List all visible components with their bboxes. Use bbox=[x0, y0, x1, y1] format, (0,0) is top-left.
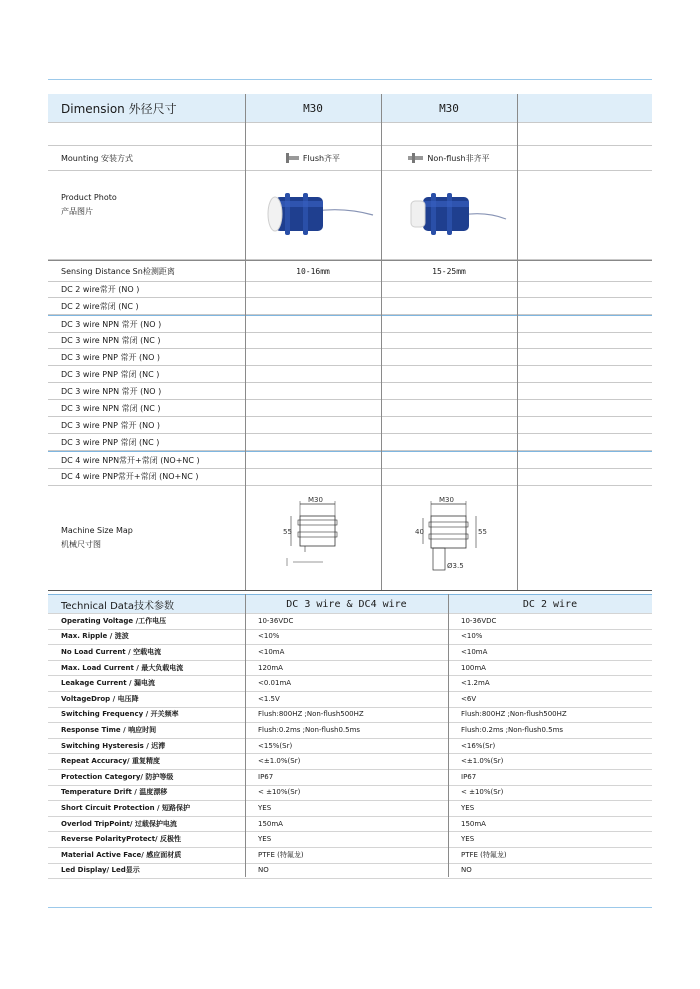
technical-value-2wire: <16%(Sr) bbox=[461, 741, 496, 750]
sensing-label: Sensing Distance Sn检测距离 bbox=[61, 266, 175, 276]
flush-mount bbox=[245, 146, 381, 170]
column-divider bbox=[245, 94, 246, 590]
technical-row bbox=[48, 863, 652, 880]
size-map-row bbox=[48, 486, 652, 591]
technical-value-3wire: YES bbox=[258, 835, 272, 844]
technical-value-2wire: <6V bbox=[461, 694, 477, 703]
non-flush-right-dim: 55 bbox=[478, 528, 487, 536]
technical-value-3wire: <10% bbox=[258, 632, 280, 641]
technical-value-3wire: 10-36VDC bbox=[258, 616, 294, 625]
technical-value-2wire: YES bbox=[461, 835, 475, 844]
technical-value-3wire: YES bbox=[258, 803, 272, 812]
flush-top-dim: M30 bbox=[308, 496, 323, 504]
column-divider bbox=[381, 94, 382, 590]
technical-row bbox=[48, 691, 652, 708]
technical-value-3wire: PTFE (特氟龙) bbox=[258, 850, 304, 859]
technical-row bbox=[48, 847, 652, 864]
technical-value-2wire: 150mA bbox=[461, 819, 486, 828]
col1-size: M30 bbox=[303, 101, 323, 115]
wiring-row bbox=[48, 298, 652, 315]
wiring-row bbox=[48, 349, 652, 366]
wiring-row bbox=[48, 332, 652, 349]
technical-value-2wire: IP67 bbox=[461, 772, 477, 781]
wiring-label: DC 4 wire PNP常开+常闭 (NO+NC ) bbox=[61, 472, 199, 481]
sensing-col2: 15-25mm bbox=[432, 266, 466, 276]
technical-label: Max. Ripple / 涟波 bbox=[61, 632, 129, 641]
technical-header: Technical Data技术参数 bbox=[61, 600, 174, 612]
technical-value-3wire: < ±10%(Sr) bbox=[258, 788, 301, 797]
technical-value-2wire: YES bbox=[461, 803, 475, 812]
technical-label: Switching Hysteresis / 迟滞 bbox=[61, 741, 166, 750]
technical-value-3wire: <10mA bbox=[258, 647, 285, 656]
photo-row bbox=[48, 171, 652, 260]
non-flush-mount bbox=[381, 146, 517, 170]
sensing-col1: 10-16mm bbox=[296, 266, 330, 276]
technical-label: VoltageDrop / 电压降 bbox=[61, 694, 139, 703]
technical-value-3wire: <1.5V bbox=[258, 694, 280, 703]
flush-sensor-image bbox=[245, 171, 381, 259]
bottom-rule bbox=[48, 907, 652, 908]
flush-side-dim: 55 bbox=[283, 528, 292, 536]
technical-row bbox=[48, 613, 652, 630]
technical-value-2wire: 10-36VDC bbox=[461, 616, 497, 625]
wiring-label: DC 3 wire PNP 常闭 (NC ) bbox=[61, 369, 160, 379]
wiring-row bbox=[48, 366, 652, 383]
non-flush-label: Non-flush非齐平 bbox=[427, 153, 490, 163]
technical-label: Material Active Face/ 感应面材质 bbox=[61, 850, 182, 859]
wiring-label: DC 3 wire NPN 常闭 (NC ) bbox=[61, 403, 161, 413]
technical-row bbox=[48, 831, 652, 848]
technical-row bbox=[48, 644, 652, 661]
non-flush-sensor-image bbox=[381, 171, 517, 259]
technical-label: Response Time / 响应时间 bbox=[61, 725, 157, 734]
flush-dimension-drawing bbox=[245, 486, 381, 590]
wiring-label: DC 3 wire PNP 常闭 (NC ) bbox=[61, 437, 160, 447]
wiring-row bbox=[48, 400, 652, 417]
sensing-row bbox=[48, 260, 652, 282]
non-flush-top-dim: M30 bbox=[439, 496, 454, 504]
technical-value-3wire: NO bbox=[258, 866, 269, 875]
non-flush-left-dim: 40 bbox=[415, 528, 424, 536]
size-map-label-zh: 机械尺寸图 bbox=[61, 540, 101, 549]
non-flush-dimension-drawing bbox=[381, 486, 517, 590]
mounting-row bbox=[48, 146, 652, 171]
technical-value-2wire: <10% bbox=[461, 632, 483, 641]
wiring-label: DC 3 wire PNP 常开 (NO ) bbox=[61, 352, 161, 362]
technical-label: Short Circuit Protection / 短路保护 bbox=[61, 803, 190, 812]
technical-label: Overlod TripPoint/ 过载保护电流 bbox=[61, 819, 177, 828]
technical-label: Temperature Drift / 温度漂移 bbox=[61, 788, 168, 797]
col2-size: M30 bbox=[439, 101, 459, 115]
technical-value-2wire: 100mA bbox=[461, 663, 486, 672]
technical-row bbox=[48, 816, 652, 833]
technical-value-2wire: NO bbox=[461, 866, 472, 875]
technical-value-2wire: < ±10%(Sr) bbox=[461, 788, 504, 797]
technical-value-3wire: <15%(Sr) bbox=[258, 741, 293, 750]
technical-label: Operating Voltage /工作电压 bbox=[61, 616, 167, 625]
column-divider bbox=[517, 94, 518, 590]
wiring-row bbox=[48, 417, 652, 434]
technical-label: Repeat Accuracy/ 重复精度 bbox=[61, 757, 160, 766]
technical-label: Max. Load Current / 最大负载电流 bbox=[61, 663, 184, 672]
non-flush-drawing bbox=[381, 486, 517, 590]
technical-col2: DC 2 wire bbox=[522, 598, 578, 610]
technical-row bbox=[48, 769, 652, 786]
flush-drawing bbox=[245, 486, 381, 590]
technical-col1: DC 3 wire & DC4 wire bbox=[286, 598, 407, 610]
wiring-row bbox=[48, 315, 652, 333]
wiring-row bbox=[48, 383, 652, 400]
flush-label: Flush齐平 bbox=[302, 153, 341, 163]
technical-value-3wire: <0.01mA bbox=[258, 679, 292, 688]
technical-value-2wire: <10mA bbox=[461, 647, 488, 656]
blank-row bbox=[48, 123, 652, 146]
photo-label-en: Product Photo bbox=[61, 193, 117, 202]
dimension-label: Dimension 外径尺寸 bbox=[61, 101, 177, 116]
technical-row bbox=[48, 785, 652, 802]
photo-label-zh: 产品图片 bbox=[61, 207, 93, 216]
wiring-label: DC 3 wire PNP 常开 (NO ) bbox=[61, 420, 161, 430]
top-rule bbox=[48, 79, 652, 80]
technical-value-2wire: PTFE (特氟龙) bbox=[461, 850, 507, 859]
wiring-row bbox=[48, 281, 652, 298]
wiring-label: DC 3 wire NPN 常闭 (NC ) bbox=[61, 335, 161, 345]
technical-row bbox=[48, 722, 652, 739]
photo-label bbox=[48, 171, 245, 259]
non-flush-mount-icon bbox=[408, 151, 424, 165]
wiring-label: DC 3 wire NPN 常开 (NO ) bbox=[61, 319, 162, 329]
technical-value-3wire: Flush:0.2ms ;Non-flush0.5ms bbox=[258, 725, 361, 734]
technical-label: Protection Category/ 防护等级 bbox=[61, 772, 174, 781]
technical-row bbox=[48, 800, 652, 817]
wiring-row bbox=[48, 451, 652, 469]
technical-row bbox=[48, 675, 652, 692]
non-flush-photo bbox=[381, 171, 517, 259]
wiring-label: DC 3 wire NPN 常开 (NO ) bbox=[61, 386, 162, 396]
technical-label: Reverse PolarityProtect/ 反极性 bbox=[61, 835, 182, 844]
size-map-label bbox=[48, 486, 245, 590]
technical-label: Switching Frequency / 开关频率 bbox=[61, 710, 179, 719]
flush-photo bbox=[245, 171, 381, 259]
technical-row bbox=[48, 738, 652, 755]
wiring-label: DC 2 wire常开 (NO ) bbox=[61, 284, 140, 294]
technical-row bbox=[48, 660, 652, 677]
technical-row bbox=[48, 753, 652, 770]
wiring-row bbox=[48, 434, 652, 451]
wiring-label: DC 4 wire NPN常开+常闭 (NO+NC ) bbox=[61, 455, 200, 465]
mounting-label: Mounting 安装方式 bbox=[61, 153, 133, 163]
technical-value-3wire: <±1.0%(Sr) bbox=[258, 757, 301, 766]
technical-label: Leakage Current / 漏电流 bbox=[61, 679, 156, 688]
technical-value-2wire: <1.2mA bbox=[461, 679, 490, 688]
column-divider bbox=[245, 594, 246, 877]
column-divider bbox=[448, 594, 449, 877]
technical-value-2wire: <±1.0%(Sr) bbox=[461, 757, 504, 766]
technical-row bbox=[48, 707, 652, 724]
wiring-row bbox=[48, 468, 652, 486]
technical-value-3wire: Flush:800HZ ;Non-flush500HZ bbox=[258, 710, 364, 719]
technical-value-2wire: Flush:0.2ms ;Non-flush0.5ms bbox=[461, 725, 564, 734]
non-flush-bottom-dim: Ø3.5 bbox=[447, 562, 464, 570]
flush-mount-icon bbox=[286, 151, 300, 165]
technical-value-2wire: Flush:800HZ ;Non-flush500HZ bbox=[461, 710, 567, 719]
technical-label: Led Display/ Led显示 bbox=[61, 866, 140, 875]
technical-value-3wire: 150mA bbox=[258, 819, 283, 828]
technical-row bbox=[48, 629, 652, 646]
wiring-label: DC 2 wire常闭 (NC ) bbox=[61, 301, 139, 311]
technical-header-row bbox=[48, 594, 652, 614]
dimension-row bbox=[48, 94, 652, 123]
size-map-label-en: Machine Size Map bbox=[61, 526, 133, 535]
technical-label: No Load Current / 空载电流 bbox=[61, 647, 162, 656]
technical-value-3wire: IP67 bbox=[258, 772, 274, 781]
technical-value-3wire: 120mA bbox=[258, 663, 283, 672]
